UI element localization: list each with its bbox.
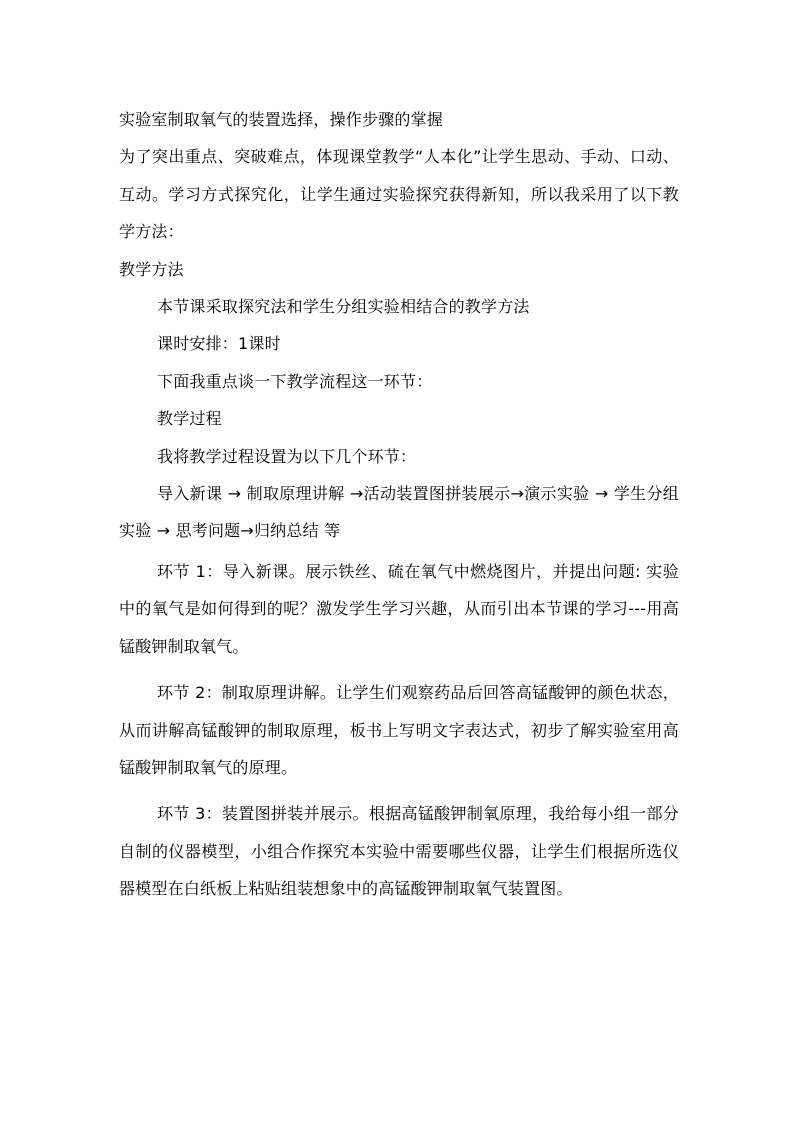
paragraph-process-setup: 我将教学过程设置为以下几个环节：: [157, 446, 417, 466]
paragraph-teaching-method: 本节课采取探究法和学生分组实验相结合的教学方法: [157, 297, 530, 317]
document-body: [119, 101, 679, 908]
paragraph-step-2: 环节 2：制取原理讲解。让学生们观察药品后回答高锰酸钾的颜色状态，从而讲解高锰酸钾的制取原理，板书上写明文字表达式，初步了解实验室用高锰酸钾制取氧气的原理。: [119, 683, 679, 777]
spacer: [119, 665, 679, 674]
paragraph-flow-sequence: 导入新课 → 制取原理讲解 →活动装置图拼装展示→演示实验 → 学生分组实验 → 思考问题→归纳总结 等: [119, 484, 679, 541]
paragraph-step-1: 环节 1：导入新课。展示铁丝、硫在氧气中燃烧图片，并提出问题: 实验中的氧气是如何得到的呢？激发学生学习兴趣，从而引出本节课的学习---用高锰酸钾制取氧气。: [119, 561, 679, 656]
paragraph-class-hours: 课时安排：1课时: [157, 334, 281, 354]
heading-teaching-process: 教学过程: [157, 409, 222, 429]
paragraph-focus-title: 实验室制取氧气的装置选择，操作步骤的掌握: [119, 110, 444, 129]
paragraph-flow-intro: 下面我重点谈一下教学流程这一环节：: [157, 371, 433, 391]
paragraph-step-3: 环节 3：装置图拼装并展示。根据高锰酸钾制氧原理，我给每小组一部分自制的仪器模型，小组合作探究本实验中需要哪些仪器，让学生们根据所选仪器模型在白纸板上粘贴组装想象中的高锰酸钾制取氧气装置图。: [119, 804, 679, 899]
paragraph-method-rationale: 为了突出重点、突破难点，体现课堂教学“人本化”让学生思动、手动、口动、互动。学习方式探究化，让学生通过实验探究获得新知，所以我采用了以下教学方法：: [119, 147, 679, 242]
spacer: [119, 786, 679, 795]
heading-teaching-method: 教学方法: [119, 259, 184, 279]
